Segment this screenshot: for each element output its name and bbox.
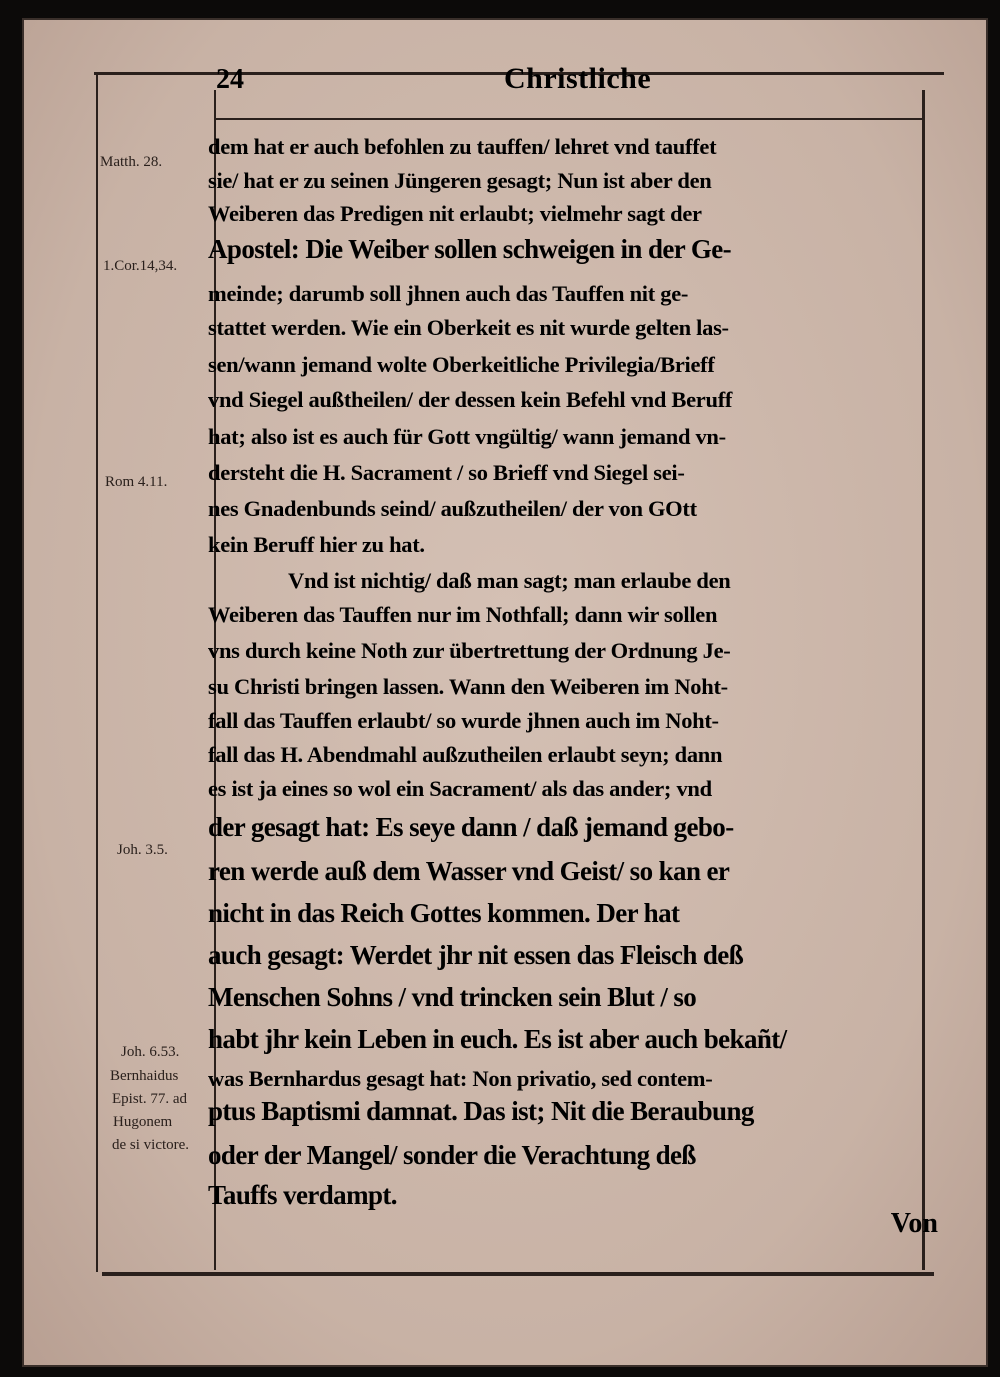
margin-note: 1.Cor.14,34. — [103, 258, 178, 274]
text-line: stattet werden. Wie ein Oberkeit es nit wurde gelten las- — [208, 315, 729, 340]
text-line: dersteht die H. Sacrament / so Brieff vnd Siegel sei- — [208, 460, 685, 485]
text-line: dem hat er auch befohlen zu tauffen/ lehret vnd tauffet — [208, 134, 717, 159]
text-line: Tauffs verdampt. — [208, 1180, 397, 1210]
text-line: es ist ja eines so wol ein Sacrament/ als das ander; vnd — [208, 776, 712, 801]
text-line: vnd Siegel außtheilen/ der dessen kein Befehl vnd Beruff — [208, 387, 733, 412]
margin-note: Joh. 6.53. — [121, 1044, 180, 1060]
catchword: Von — [890, 1208, 938, 1239]
running-title: Christliche — [504, 62, 652, 95]
text-line: der gesagt hat: Es seye dann / daß jemand gebo- — [208, 812, 734, 842]
margin-note: de si victore. — [112, 1137, 190, 1153]
text-line: habt jhr kein Leben in euch. Es ist aber auch bekañt/ — [208, 1024, 787, 1054]
margin-note: Hugonem — [113, 1114, 173, 1130]
page-header — [216, 62, 916, 102]
text-line: fall das Tauffen erlaubt/ so wurde jhnen auch im Noht- — [208, 708, 719, 733]
text-line: meinde; darumb soll jhnen auch das Tauffen nit ge- — [208, 281, 689, 306]
text-line: auch gesagt: Werdet jhr nit essen das Fleisch deß — [208, 940, 744, 970]
text-line: sen/wann jemand wolte Oberkeitliche Privilegia/Brieff — [208, 352, 715, 377]
page-number: 24 — [216, 64, 244, 95]
text-line: Weiberen das Predigen nit erlaubt; vielmehr sagt der — [208, 201, 702, 226]
margin-note: Rom 4.11. — [105, 474, 168, 490]
text-line: oder der Mangel/ sonder die Verachtung deß — [208, 1140, 696, 1170]
text-line: kein Beruff hier zu hat. — [208, 532, 425, 557]
text-line: ptus Baptismi damnat. Das ist; Nit die Beraubung — [208, 1096, 754, 1126]
text-line: Apostel: Die Weiber sollen schweigen in der Ge- — [208, 234, 732, 264]
bottom-rule — [102, 1272, 934, 1276]
left-border-rule — [96, 72, 98, 1272]
text-line: fall das H. Abendmahl außzutheilen erlaubt seyn; dann — [208, 742, 723, 767]
text-line: vns durch keine Noth zur übertrettung der Ordnung Je- — [208, 638, 731, 663]
text-line: nes Gnadenbunds seind/ außzutheilen/ der von GOtt — [208, 496, 697, 521]
margin-note: Matth. 28. — [100, 154, 163, 170]
margin-note: Epist. 77. ad — [112, 1091, 187, 1107]
header-rule — [214, 118, 922, 120]
text-line: su Christi bringen lassen. Wann den Weiberen im Noht- — [208, 674, 728, 699]
text-line: hat; also ist es auch für Gott vngültig/ wann jemand vn- — [208, 424, 726, 449]
right-border-rule — [922, 90, 925, 1270]
text-line: was Bernhardus gesagt hat: Non privatio, sed contem- — [208, 1066, 713, 1091]
margin-note: Bernhaidus — [110, 1068, 179, 1084]
text-line: sie/ hat er zu seinen Jüngeren gesagt; Nun ist aber den — [208, 168, 712, 193]
text-line: Weiberen das Tauffen nur im Nothfall; dann wir sollen — [208, 602, 718, 627]
text-line: nicht in das Reich Gottes kommen. Der hat — [208, 898, 680, 928]
margin-note: Joh. 3.5. — [117, 842, 168, 858]
text-line: Vnd ist nichtig/ daß man sagt; man erlaube den — [288, 568, 731, 593]
text-line: Menschen Sohns / vnd trincken sein Blut / so — [208, 982, 697, 1012]
text-line: ren werde auß dem Wasser vnd Geist/ so kan er — [208, 856, 730, 886]
